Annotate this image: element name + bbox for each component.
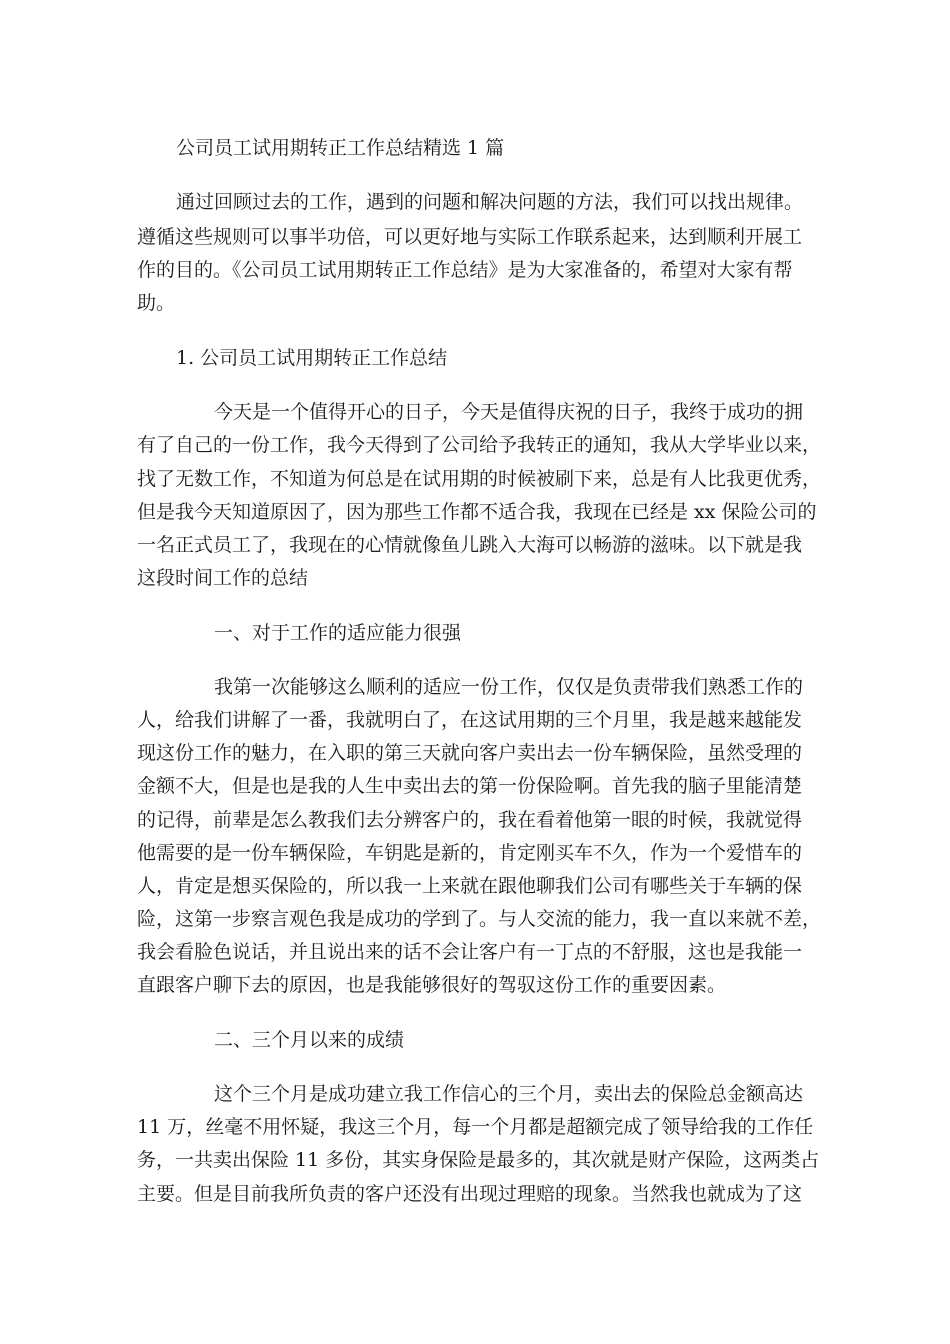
paragraph-line: 金额不大，但是也是我的人生中卖出去的第一份保险啊。首先我的脑子里能清楚 — [137, 775, 803, 797]
paragraph-line: 人，肯定是想买保险的，所以我一上来就在跟他聊我们公司有哪些关于车辆的保 — [137, 875, 803, 897]
paragraph-line: 11 万，丝毫不用怀疑，我这三个月，每一个月都是超额完成了领导给我的工作任 — [137, 1116, 814, 1138]
subheading: 一、对于工作的适应能力很强 — [214, 622, 462, 644]
intro-line: 通过回顾过去的工作，遇到的问题和解决问题的方法，我们可以找出规律。 — [176, 191, 804, 213]
paragraph-line: 他需要的是一份车辆保险，车钥匙是新的，肯定刚买车不久，作为一个爱惜车的 — [137, 842, 803, 864]
paragraph-line: 险，这第一步察言观色我是成功的学到了。与人交流的能力，我一直以来就不差， — [137, 908, 822, 930]
paragraph-line: 一名正式员工了，我现在的心情就像鱼儿跳入大海可以畅游的滋味。以下就是我 — [137, 534, 803, 556]
paragraph-line: 但是我今天知道原因了，因为那些工作都不适合我，我现在已经是 xx 保险公司的 — [137, 501, 817, 523]
paragraph-line: 找了无数工作，不知道为何总是在试用期的时候被刷下来，总是有人比我更优秀， — [137, 468, 822, 490]
paragraph-line: 主要。但是目前我所负责的客户还没有出现过理赔的现象。当然我也就成为了这 — [137, 1183, 803, 1205]
intro-line: 助。 — [137, 292, 176, 314]
paragraph-line: 有了自己的一份工作，我今天得到了公司给予我转正的通知，我从大学毕业以来， — [137, 434, 822, 456]
paragraph-line: 人，给我们讲解了一番，我就明白了，在这试用期的三个月里，我是越来越能发 — [137, 709, 803, 731]
intro-line: 遵循这些规则可以事半功倍，可以更好地与实际工作联系起来，达到顺利开展工 — [137, 226, 803, 248]
paragraph-line: 这段时间工作的总结 — [137, 567, 309, 589]
paragraph-line: 务，一共卖出保险 11 多份，其实身保险是最多的，其次就是财产保险，这两类占 — [137, 1149, 820, 1171]
intro-line: 作的目的。《公司员工试用期转正工作总结》是为大家准备的，希望对大家有帮 — [137, 259, 793, 281]
document-title: 公司员工试用期转正工作总结精选 1 篇 — [176, 137, 505, 159]
paragraph-line: 现这份工作的魅力，在入职的第三天就向客户卖出去一份车辆保险，虽然受理的 — [137, 742, 803, 764]
paragraph-line: 这个三个月是成功建立我工作信心的三个月，卖出去的保险总金额高达 — [214, 1083, 804, 1105]
paragraph-line: 我第一次能够这么顺利的适应一份工作，仅仅是负责带我们熟悉工作的 — [214, 676, 804, 698]
paragraph-line: 的记得，前辈是怎么教我们去分辨客户的，我在看着他第一眼的时候，我就觉得 — [137, 809, 803, 831]
paragraph-line: 直跟客户聊下去的原因，也是我能够很好的驾驭这份工作的重要因素。 — [137, 974, 727, 996]
section-heading: 1. 公司员工试用期转正工作总结 — [176, 347, 448, 369]
paragraph-line: 我会看脸色说话，并且说出来的话不会让客户有一丁点的不舒服，这也是我能一 — [137, 941, 803, 963]
paragraph-line: 今天是一个值得开心的日子，今天是值得庆祝的日子，我终于成功的拥 — [214, 401, 804, 423]
subheading: 二、三个月以来的成绩 — [214, 1029, 405, 1051]
